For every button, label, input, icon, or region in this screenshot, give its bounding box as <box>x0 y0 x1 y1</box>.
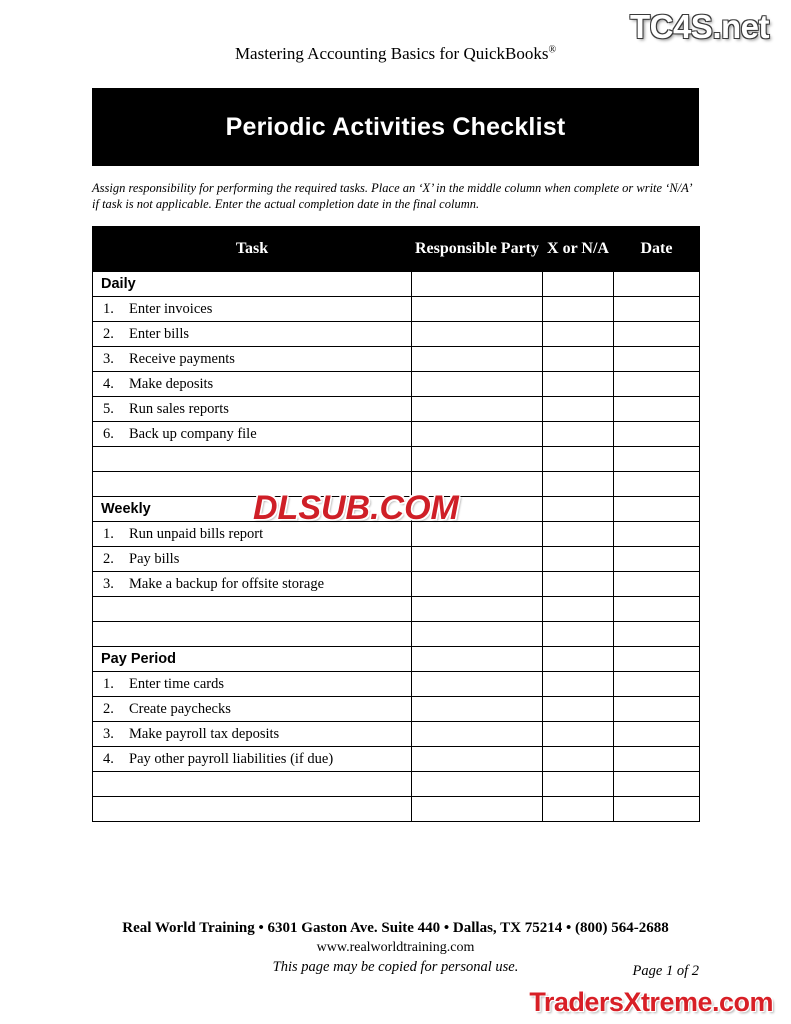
watermark-top-right: TC4S.net <box>629 8 769 45</box>
table-row <box>93 347 700 372</box>
x-or-na-cell[interactable] <box>543 747 614 772</box>
task-cell <box>93 297 412 322</box>
date-cell[interactable] <box>614 372 700 397</box>
responsible-party-cell[interactable] <box>412 772 543 797</box>
x-or-na-cell[interactable] <box>543 572 614 597</box>
blank-task-cell <box>93 447 412 472</box>
responsible-party-cell[interactable] <box>412 797 543 822</box>
responsible-party-cell[interactable] <box>412 347 543 372</box>
table-row <box>93 372 700 397</box>
section-heading-cell: Daily <box>93 272 412 297</box>
table-body <box>93 272 700 822</box>
task-label: Enter time cards <box>129 675 225 692</box>
table-row <box>93 572 700 597</box>
blank-task-cell <box>93 797 412 822</box>
x-or-na-cell[interactable] <box>543 722 614 747</box>
task-number: 2. <box>103 325 114 342</box>
task-number: 1. <box>103 525 114 542</box>
task-cell <box>93 572 412 597</box>
x-or-na-cell[interactable] <box>543 647 614 672</box>
responsible-party-cell[interactable] <box>412 297 543 322</box>
page-number: Page 1 of 2 <box>632 963 699 979</box>
date-cell[interactable] <box>614 297 700 322</box>
task-cell <box>93 547 412 572</box>
task-number: 3. <box>103 725 114 742</box>
task-label: Enter invoices <box>129 300 213 317</box>
x-or-na-cell[interactable] <box>543 697 614 722</box>
date-cell[interactable] <box>614 772 700 797</box>
instructions-text: Assign responsibility for performing the required tasks. Place an ‘X’ in the middle column when complete or write ‘N/A’ if task is not applicable. Enter the actual completion date in the final column. <box>92 181 692 211</box>
table-header <box>93 227 700 272</box>
task-number: 5. <box>103 400 114 417</box>
responsible-party-cell[interactable] <box>412 697 543 722</box>
task-number: 1. <box>103 675 114 692</box>
table-header-row <box>93 227 700 272</box>
date-cell[interactable] <box>614 422 700 447</box>
responsible-party-cell[interactable] <box>412 672 543 697</box>
table-row <box>93 597 700 622</box>
responsible-party-cell[interactable] <box>412 447 543 472</box>
table-row <box>93 397 700 422</box>
blank-task-cell <box>93 622 412 647</box>
task-cell <box>93 747 412 772</box>
table-row <box>93 772 700 797</box>
task-number: 2. <box>103 550 114 567</box>
task-number: 4. <box>103 375 114 392</box>
table-row <box>93 297 700 322</box>
footer-website: www.realworldtraining.com <box>316 940 475 955</box>
watermark-bottom-right: TradersXtreme.com <box>529 987 773 1017</box>
responsible-party-cell[interactable] <box>412 547 543 572</box>
x-or-na-cell[interactable] <box>543 597 614 622</box>
table-row <box>93 747 700 772</box>
responsible-party-cell[interactable] <box>412 647 543 672</box>
date-cell[interactable] <box>614 347 700 372</box>
footer-copy-notice: This page may be copied for personal use. <box>272 959 519 975</box>
date-cell[interactable] <box>614 597 700 622</box>
section-heading-cell: Weekly <box>93 497 412 522</box>
x-or-na-cell[interactable] <box>543 272 614 297</box>
responsible-party-cell[interactable] <box>412 747 543 772</box>
date-cell[interactable] <box>614 397 700 422</box>
task-label: Back up company file <box>129 425 257 442</box>
task-cell <box>93 697 412 722</box>
table-row <box>93 322 700 347</box>
x-or-na-cell[interactable] <box>543 422 614 447</box>
column-header-task: Task <box>93 227 412 272</box>
watermark-center: DLSUB.COM <box>253 489 459 527</box>
registered-mark-icon: ® <box>548 44 557 56</box>
date-cell[interactable] <box>614 672 700 697</box>
column-header-date: Date <box>614 227 700 272</box>
date-cell[interactable] <box>614 722 700 747</box>
responsible-party-cell[interactable] <box>412 322 543 347</box>
task-label: Make a backup for offsite storage <box>129 575 325 592</box>
responsible-party-cell[interactable] <box>412 422 543 447</box>
table-row <box>93 272 700 297</box>
table-row <box>93 697 700 722</box>
column-header-x-or-na: X or N/A <box>543 227 614 272</box>
x-or-na-cell[interactable] <box>543 372 614 397</box>
date-cell[interactable] <box>614 797 700 822</box>
table-row <box>93 797 700 822</box>
x-or-na-cell[interactable] <box>543 772 614 797</box>
responsible-party-cell[interactable] <box>412 722 543 747</box>
task-cell <box>93 722 412 747</box>
x-or-na-cell[interactable] <box>543 672 614 697</box>
x-or-na-cell[interactable] <box>543 297 614 322</box>
table-row <box>93 647 700 672</box>
table-row <box>93 722 700 747</box>
title-banner <box>92 88 699 166</box>
task-cell <box>93 372 412 397</box>
date-cell[interactable] <box>614 472 700 497</box>
x-or-na-cell[interactable] <box>543 397 614 422</box>
column-header-responsible-party: Responsible Party <box>412 227 543 272</box>
responsible-party-cell[interactable] <box>412 572 543 597</box>
task-label: Run sales reports <box>129 400 229 417</box>
task-label: Receive payments <box>129 350 235 367</box>
date-cell[interactable] <box>614 322 700 347</box>
task-number: 1. <box>103 300 114 317</box>
x-or-na-cell[interactable] <box>543 797 614 822</box>
x-or-na-cell[interactable] <box>543 347 614 372</box>
table-row <box>93 422 700 447</box>
date-cell[interactable] <box>614 647 700 672</box>
responsible-party-cell[interactable] <box>412 272 543 297</box>
task-cell <box>93 397 412 422</box>
task-number: 6. <box>103 425 114 442</box>
date-cell[interactable] <box>614 697 700 722</box>
date-cell[interactable] <box>614 747 700 772</box>
table-row <box>93 447 700 472</box>
task-number: 3. <box>103 350 114 367</box>
responsible-party-cell[interactable] <box>412 622 543 647</box>
responsible-party-cell[interactable] <box>412 372 543 397</box>
x-or-na-cell[interactable] <box>543 472 614 497</box>
task-label: Enter bills <box>129 325 190 342</box>
task-cell <box>93 672 412 697</box>
task-cell <box>93 422 412 447</box>
task-label: Pay bills <box>129 550 180 567</box>
date-cell[interactable] <box>614 572 700 597</box>
responsible-party-cell[interactable] <box>412 397 543 422</box>
document-subtitle <box>0 44 791 64</box>
table-row <box>93 672 700 697</box>
task-label: Pay other payroll liabilities (if due) <box>129 750 334 767</box>
footer-address: Real World Training • 6301 Gaston Ave. Suite 440 • Dallas, TX 75214 • (800) 564-2688 <box>122 920 669 936</box>
task-label: Run unpaid bills report <box>129 525 264 542</box>
date-cell[interactable] <box>614 272 700 297</box>
task-label: Make payroll tax deposits <box>129 725 280 742</box>
x-or-na-cell[interactable] <box>543 447 614 472</box>
table-row <box>93 547 700 572</box>
task-label: Create paychecks <box>129 700 231 717</box>
document-subtitle-text: Mastering Accounting Basics for QuickBooks <box>234 44 549 63</box>
task-label: Make deposits <box>129 375 214 392</box>
task-cell <box>93 322 412 347</box>
task-cell <box>93 347 412 372</box>
x-or-na-cell[interactable] <box>543 547 614 572</box>
x-or-na-cell[interactable] <box>543 322 614 347</box>
table-row <box>93 622 700 647</box>
date-cell[interactable] <box>614 447 700 472</box>
page-title: Periodic Activities Checklist <box>225 112 566 141</box>
blank-task-cell <box>93 597 412 622</box>
section-heading-cell: Pay Period <box>93 647 412 672</box>
blank-task-cell <box>93 772 412 797</box>
date-cell[interactable] <box>614 547 700 572</box>
task-number: 2. <box>103 700 114 717</box>
x-or-na-cell[interactable] <box>543 497 614 522</box>
date-cell[interactable] <box>614 622 700 647</box>
responsible-party-cell[interactable] <box>412 597 543 622</box>
date-cell[interactable] <box>614 522 700 547</box>
date-cell[interactable] <box>614 497 700 522</box>
x-or-na-cell[interactable] <box>543 522 614 547</box>
x-or-na-cell[interactable] <box>543 622 614 647</box>
task-number: 4. <box>103 750 114 767</box>
task-number: 3. <box>103 575 114 592</box>
